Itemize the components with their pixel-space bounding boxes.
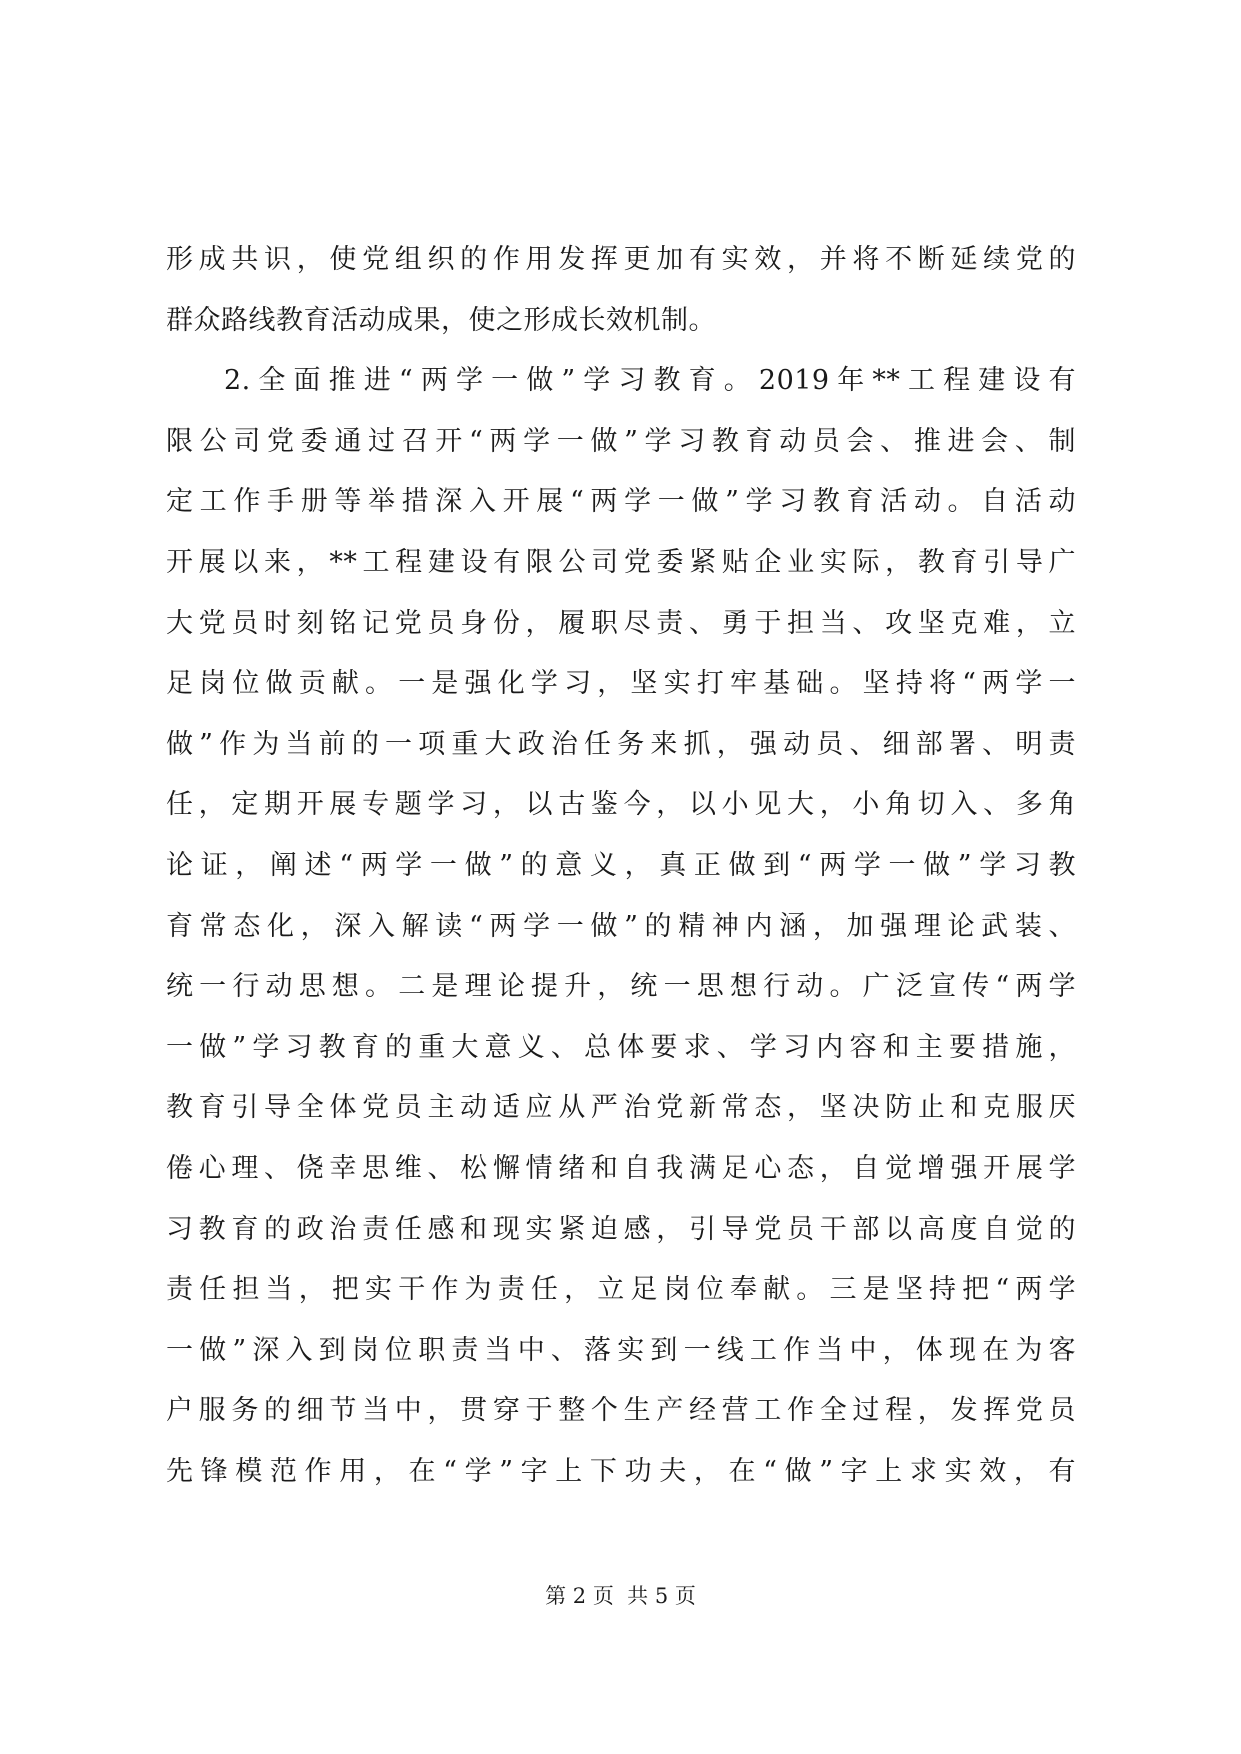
text-line: 足岗位做贡献。一是强化学习，坚实打牢基础。坚持将“两学一 bbox=[166, 668, 1076, 700]
text-line: 2.全面推进“两学一做”学习教育。2019年**工程建设有 bbox=[224, 365, 1076, 397]
text-line: 习教育的政治责任感和现实紧迫感，引导党员干部以高度自觉的 bbox=[166, 1213, 1076, 1245]
text-line: 一做”深入到岗位职责当中、落实到一线工作当中，体现在为客 bbox=[166, 1334, 1076, 1366]
text-line: 群众路线教育活动成果，使之形成长效机制。 bbox=[166, 304, 716, 336]
text-line: 统一行动思想。二是理论提升，统一思想行动。广泛宣传“两学 bbox=[166, 971, 1076, 1003]
text-line: 责任担当，把实干作为责任，立足岗位奉献。三是坚持把“两学 bbox=[166, 1274, 1076, 1306]
text-line: 做”作为当前的一项重大政治任务来抓，强动员、细部署、明责 bbox=[166, 728, 1076, 760]
text-line: 先锋模范作用，在“学”字上下功夫，在“做”字上求实效，有 bbox=[166, 1455, 1076, 1487]
text-line: 户服务的细节当中，贯穿于整个生产经营工作全过程，发挥党员 bbox=[166, 1395, 1076, 1427]
text-line: 育常态化，深入解读“两学一做”的精神内涵，加强理论武装、 bbox=[166, 910, 1076, 942]
text-line: 开展以来，**工程建设有限公司党委紧贴企业实际，教育引导广 bbox=[166, 546, 1076, 578]
text-line: 形成共识，使党组织的作用发挥更加有实效，并将不断延续党的 bbox=[166, 244, 1076, 275]
text-line: 一做”学习教育的重大意义、总体要求、学习内容和主要措施， bbox=[166, 1031, 1076, 1063]
text-line: 限公司党委通过召开“两学一做”学习教育动员会、推进会、制 bbox=[166, 425, 1076, 457]
text-line: 任，定期开展专题学习，以古鉴今，以小见大，小角切入、多角 bbox=[166, 789, 1076, 821]
text-line: 教育引导全体党员主动适应从严治党新常态，坚决防止和克服厌 bbox=[166, 1092, 1076, 1124]
text-line: 定工作手册等举措深入开展“两学一做”学习教育活动。自活动 bbox=[166, 486, 1076, 518]
text-line: 大党员时刻铭记党员身份，履职尽责、勇于担当、攻坚克难，立 bbox=[166, 607, 1076, 639]
text-line: 倦心理、侥幸思维、松懈情绪和自我满足心态，自觉增强开展学 bbox=[166, 1152, 1076, 1184]
page-number-footer: 第 2 页 共 5 页 bbox=[545, 1584, 696, 1608]
body-text bbox=[166, 230, 1076, 1502]
text-line: 论证，阐述“两学一做”的意义，真正做到“两学一做”学习教 bbox=[166, 849, 1076, 881]
